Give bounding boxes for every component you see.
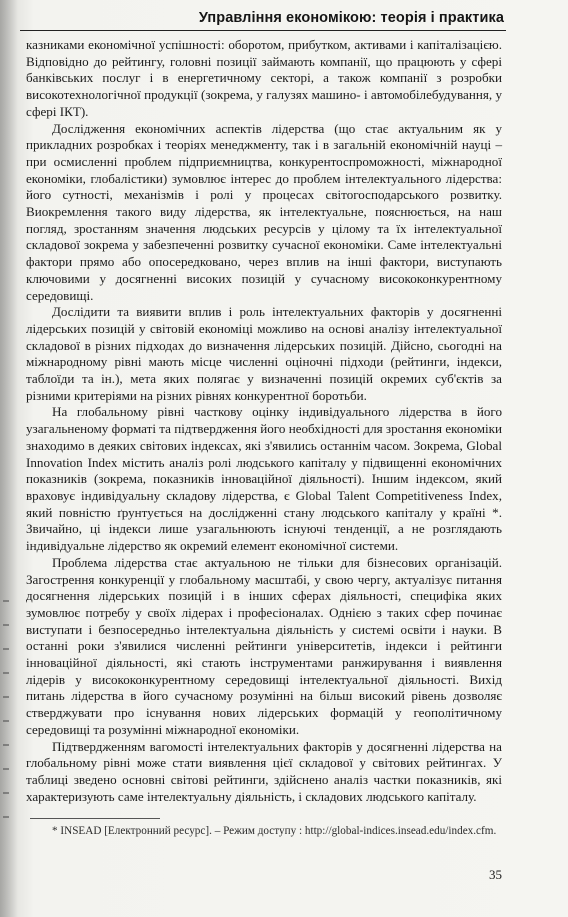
paragraph: Дослідження економічних аспектів лідерства (що стає актуальним як у прикладних розробках і теоріях менеджменту, так і в загальній економічній науці – при осмисленні проблем підприємництва, конкурентоспроможності, міжнародної економіки, глобалістики) зумовлює інтерес до проблем інтелектуального лідерства: його сутності, механізмів і ролі у процесах світогосподарського розвитку. Виокремлення такого виду лідерства, як інтелектуальне, пояснюється, на наш погляд, зростанням значення людських ресурсів у цілому та їх інтелектуальної складової зокрема у забезпеченні розвитку сучасної економіки. Саме інтелектуальні фактори прямо або опосередковано, через вплив на інші фактори, виступають ключовими у досягненні високих позицій у сучасному висококонкурентному середовищі. — [26, 120, 502, 303]
paragraph: На глобальному рівні часткову оцінку індивідуального лідерства в його узагальненому форматі та підтвердження його необхідності для зростання економіки знаходимо в деяких світових індексах, які з'явились останнім часом. Зокрема, Global Innovation Index містить аналіз ролі людського капіталу у підвищенні економічних показників (зокрема, показників інноваційної діяльності). Іншим індексом, який враховує індивідуальну складову лідерства, є Global Talent Competitiveness Index, який повністю ґрунтується на дослідженні стану людського капіталу у країні *. Звичайно, ці індекси лише узагальнюють існуючі тенденції, а не розглядають індивідуальне лідерство як окремий елемент економічної системи. — [26, 404, 502, 554]
footnote: * INSEAD [Електронний ресурс]. – Режим доступу : http://global-indices.insead.edu/index.cfm. — [52, 825, 497, 837]
paragraph: Дослідити та виявити вплив і роль інтелектуальних факторів у досягненні лідерських позицій у світовій економіці можливо на основі аналізу інтелектуальної складової в різних підходах до визначення лідерських позицій. Дійсно, сьогодні на міжнародному рівні мають місце численні оціночні підходи (рейтинги, індекси, таблоїди та ін.), мета яких полягає у визначенні позицій окремих суб'єктів за різними критеріями на різних рівнях конкурентної боротьби. — [26, 304, 502, 403]
header-rule — [20, 30, 506, 31]
page-number: 35 — [489, 867, 502, 882]
paragraph: казниками економічної успішності: оборотом, прибутком, активами і капіталізацією. Відповідно до рейтингу, головні позиції займають компанії, що працюють у сфері банківських послуг і в енергетичному секторі, а також компанії з розробки високотехнологічної продукції (зокрема, у галузях машино- і автомобілебудування, у сфері ІКТ). — [26, 37, 502, 119]
body-text — [26, 37, 502, 805]
paragraph: Підтвердженням вагомості інтелектуальних факторів у досягненні лідерства на глобальному рівні може стати виявлення цієї складової у світових рейтингах. У таблиці зведено основні світові рейтинги, здійснено аналіз частки показників, які характеризують саме інтелектуальну діяльність, і складових людського капіталу. — [26, 738, 502, 804]
page-edge-marks — [3, 600, 9, 820]
running-head-title: Управління економікою: теорія і практика — [198, 10, 504, 26]
running-head — [0, 0, 568, 34]
footnote-rule — [30, 818, 160, 819]
paragraph: Проблема лідерства стає актуальною не тільки для бізнесових організацій. Загострення конкуренції у глобальному масштабі, у свою чергу, актуалізує питання досягнення лідерських позицій і в інших сферах діяльності, специфіка яких зумовлює потребу у своїх лідерах і професіоналах. Однією з таких сфер починає виступати і безпосередньо інтелектуальна діяльність у системі освіти і науки. В останні роки з'явилися численні рейтинги університетів, індекси і рейтинги інноваційної діяльності, які стають інструментами ранжирування і виявлення лідерів у висококонкурентному середовищі інтелектуальної діяльності. Вихід питань лідерства в його сучасному розумінні на більш високий рівень дозволяє стверджувати про існування нових лідерських формацій у геополітичному середовищі та розумінні міжнародної економіки. — [26, 554, 502, 737]
